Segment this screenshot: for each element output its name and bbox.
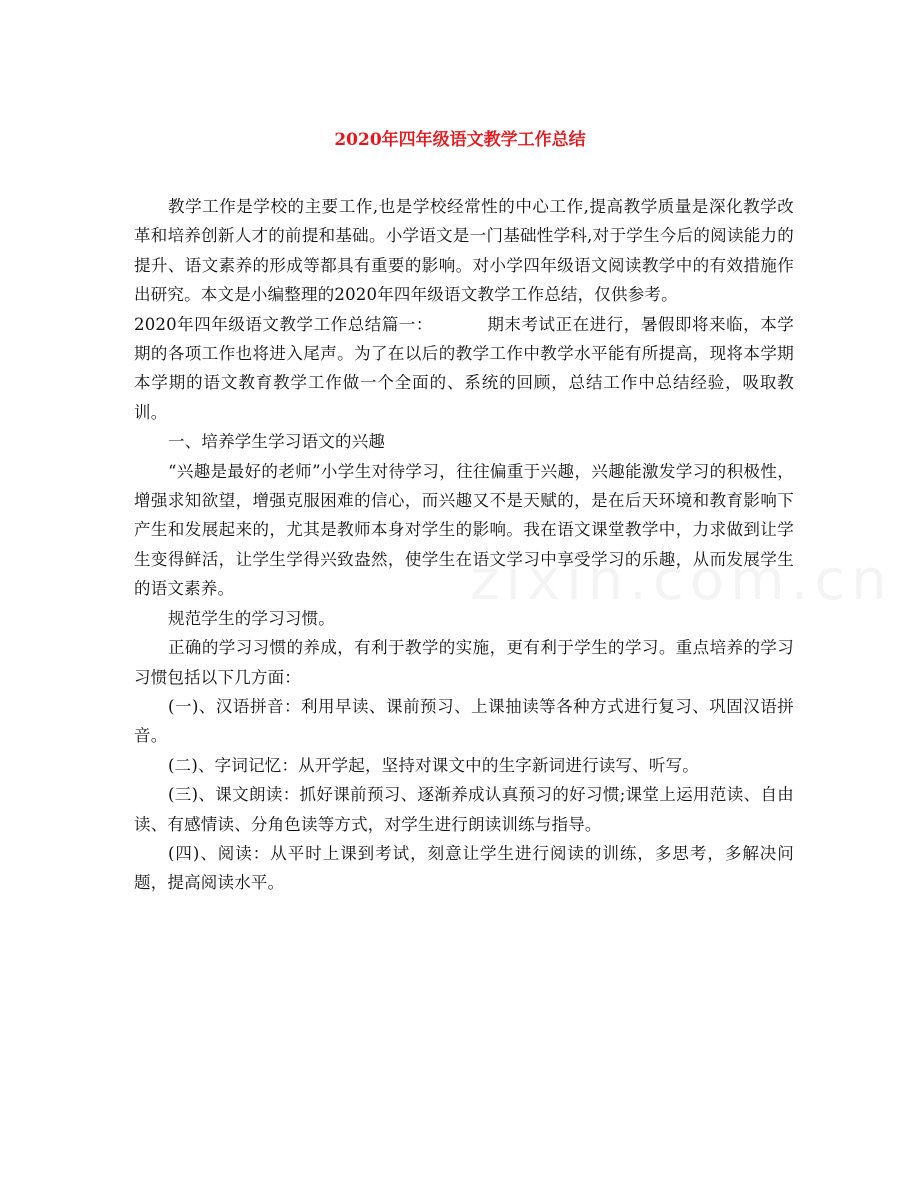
section-one-body: 期末考试正在进行，暑假即将来临，本学期的各项工作也将进入尾声。为了在以后的教学工作中教学水平能有所提高，现将本学期本学期的语文教育教学工作做一个全面的、系统的回顾，总结工作中总结经验，吸取教训。 (134, 314, 794, 422)
habits-paragraph: 正确的学习习惯的养成，有利于教学的实施，更有利于学生的学习。重点培养的学习习惯包括以下几方面： (134, 638, 794, 687)
subheading-interest: 一、培养学生学习语文的兴趣 (168, 432, 386, 452)
list-item-reading: (四)、阅读：从平时上课到考试，刻意让学生进行阅读的训练，多思考，多解决问题，提高阅读水平。 (134, 843, 794, 893)
document-body (134, 192, 794, 898)
list-item-reading-aloud: (三)、课文朗读：抓好课前预习、逐渐养成认真预习的好习惯;课堂上运用范读、自由读、有感情读、分角色读等方式，对学生进行朗读训练与指导。 (134, 785, 794, 834)
subheading-habits: 规范学生的学习习惯。 (168, 608, 335, 628)
interest-paragraph: “兴趣是最好的老师”小学生对待学习，往往偏重于兴趣，兴趣能激发学习的积极性，增强求知欲望，增强克服困难的信心，而兴趣又不是天赋的，是在后天环境和教育影响下产生和发展起来的，尤其是教师本身对学生的影响。我在语文课堂教学中，力求做到让学生变得鲜活，让学生学得兴致盎然，使学生在语文学习中享受学习的乐趣，从而发展学生的语文素养。 (134, 461, 794, 599)
intro-paragraph: 教学工作是学校的主要工作,也是学校经常性的中心工作,提高教学质量是深化教学改革和培养创新人才的前提和基础。小学语文是一门基础性学科,对于学生今后的阅读能力的提升、语文素养的形成等都具有重要的影响。对小学四年级语文阅读教学中的有效措施作出研究。本文是小编整理的2020年四年级语文教学工作总结，仅供参考。 (134, 197, 794, 305)
section-one-paragraph (134, 310, 794, 428)
section-one-heading: 2020年四年级语文教学工作总结篇一： (134, 314, 433, 334)
document-title: 2020年四年级语文教学工作总结 (334, 130, 586, 150)
list-item-pinyin: (一)、汉语拼音：利用早读、课前预习、上课抽读等各种方式进行复习、巩固汉语拼音。 (134, 696, 794, 746)
list-item-vocabulary: (二)、字词记忆：从开学起，坚持对课文中的生字新词进行读写、听写。 (168, 755, 699, 775)
